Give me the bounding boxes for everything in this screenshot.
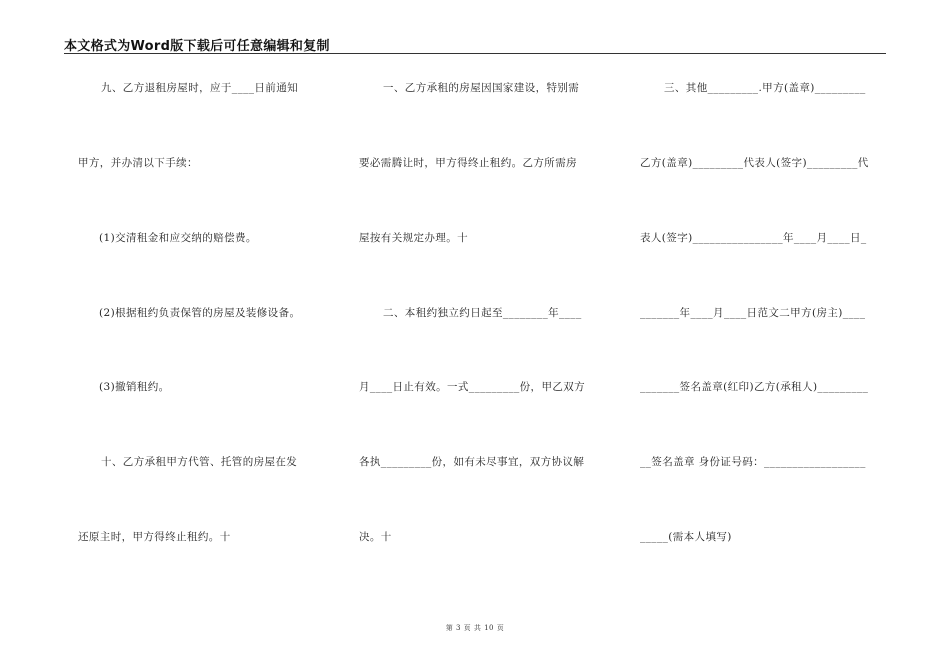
text-line: __签名盖章 身份证号码：__________________ <box>640 456 866 468</box>
text-line: 二、本租约独立约日起至________年____ <box>383 307 582 319</box>
text-column-1 <box>0 0 320 672</box>
text-line: 要必需腾让时，甲方得终止租约。乙方所需房 <box>359 157 577 169</box>
text-line: (3)撤销租约。 <box>99 381 170 393</box>
header-title: 本文格式为Word版下载后可任意编辑和复制 <box>64 39 330 54</box>
text-line: 各执_________份，如有未尽事宜，双方协议解 <box>359 456 585 468</box>
text-line: _______年____月____日范文二甲方(房主)____ <box>640 307 866 319</box>
text-line: 一、乙方承租的房屋因国家建设，特别需 <box>383 82 580 94</box>
text-line: 月____日止有效。一式_________份，甲乙双方 <box>359 381 586 393</box>
text-line: 乙方(盖章)_________代表人(签字)_________代 <box>640 157 869 169</box>
text-line: 决。十 <box>359 531 392 543</box>
text-line: 表人(签字)________________年____月____日_ <box>640 232 867 244</box>
text-line: (2)根据租约负责保管的房屋及装修设备。 <box>99 307 301 319</box>
text-line: 三、其他_________.甲方(盖章)_________ <box>664 82 866 94</box>
text-line: 还原主时，甲方得终止租约。十 <box>78 531 231 543</box>
text-line: (1)交清租金和应交纳的赔偿费。 <box>99 232 257 244</box>
text-line: 十、乙方承租甲方代管、托管的房屋在发 <box>101 456 298 468</box>
page-number: 第 3 页 共 10 页 <box>445 624 505 632</box>
text-line: 甲方，并办清以下手续： <box>78 157 198 169</box>
text-line: 屋按有关规定办理。十 <box>359 232 468 244</box>
text-line: _____(需本人填写) <box>640 531 732 543</box>
text-column-3 <box>620 0 920 672</box>
text-line: 九、乙方退租房屋时，应于____日前通知 <box>101 82 298 94</box>
text-line: _______签名盖章(红印)乙方(承租人)_________ <box>640 381 869 393</box>
text-column-2 <box>320 0 620 672</box>
